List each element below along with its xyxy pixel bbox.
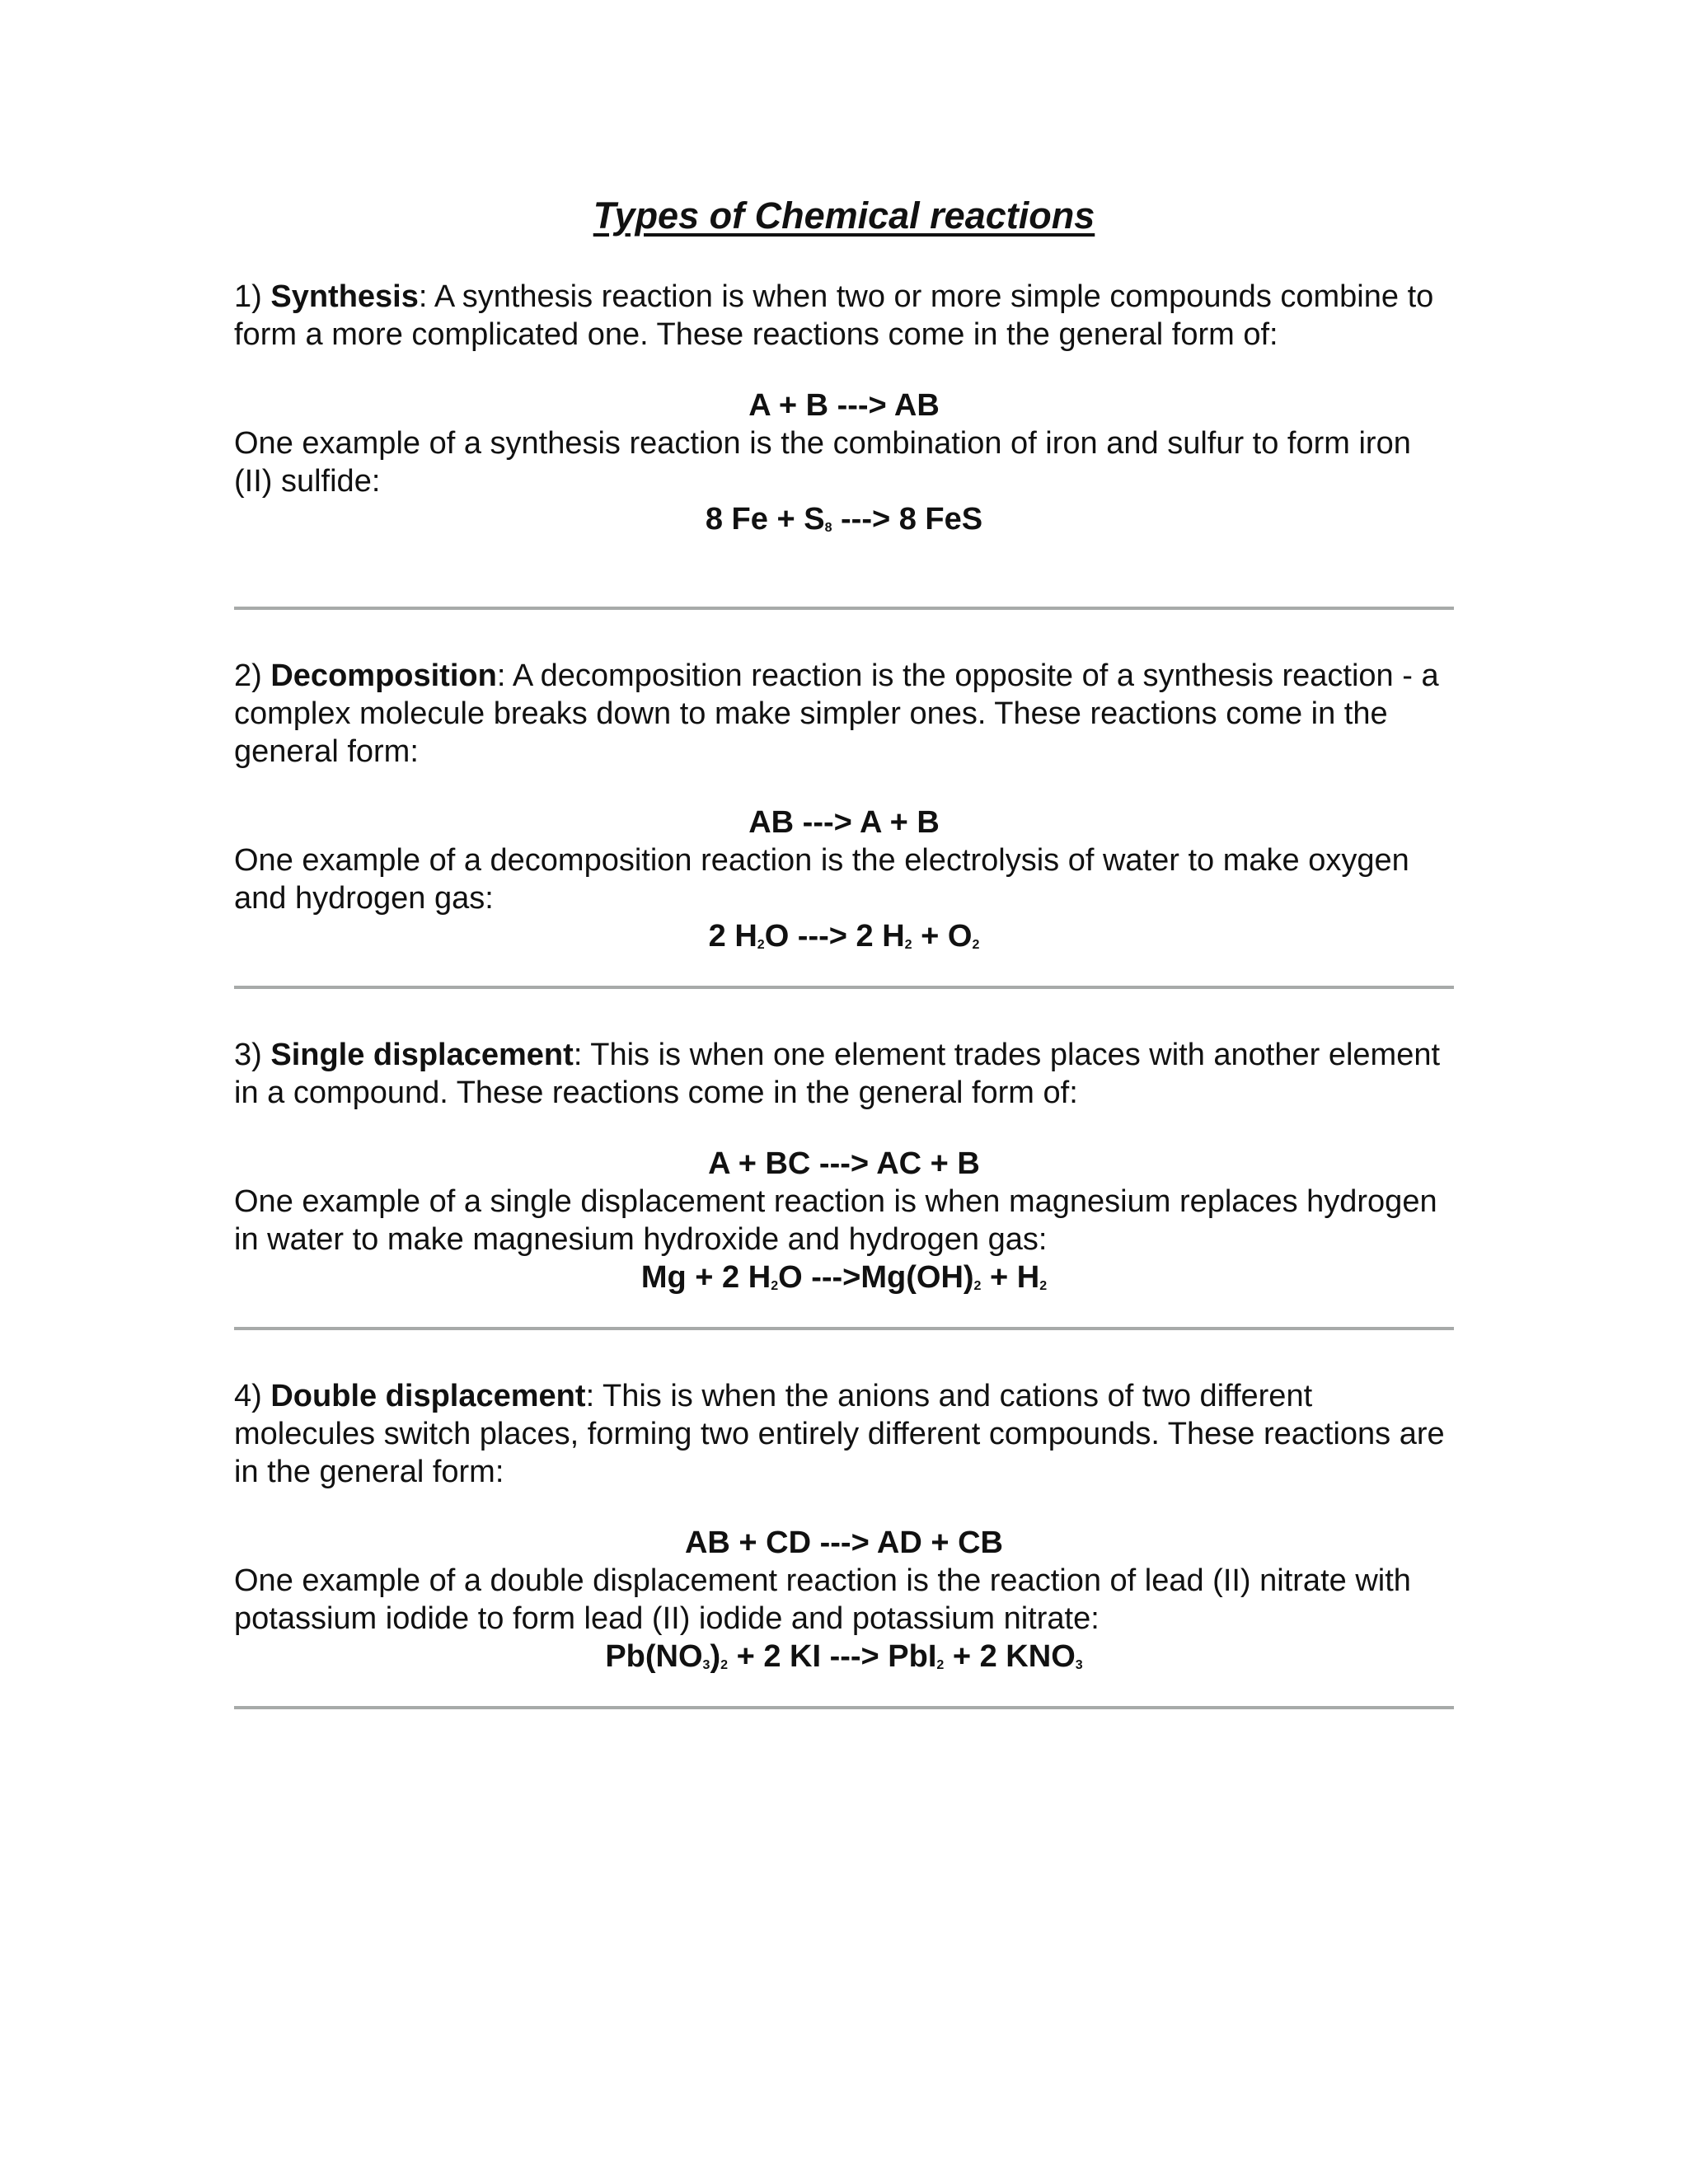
example-equation [234, 1638, 1454, 1675]
subscript: 2 [757, 938, 765, 952]
example-text: One example of a decomposition reaction is the electrolysis of water to make oxygen and hydrogen gas: [234, 843, 1409, 916]
equation-text: Pb(NO [605, 1639, 703, 1674]
section-definition-text: : This is when the anions and cations of two different molecules switch places, forming two entirely different compounds. These reactions are in the general form: [234, 1379, 1445, 1489]
section-term: Double displacement [270, 1379, 586, 1413]
equation-text: + 2 KI ---> PbI [728, 1639, 937, 1674]
example-text: One example of a double displacement reaction is the reaction of lead (II) nitrate with potassium iodide to form lead (II) iodide and potassium nitrate: [234, 1563, 1411, 1636]
section-number: 4) [234, 1379, 262, 1413]
section-double-displacement [234, 1377, 1454, 1675]
section-number: 2) [234, 658, 262, 693]
subscript: 2 [936, 1658, 945, 1672]
section-term: Decomposition [270, 658, 497, 693]
subscript: 2 [1039, 1279, 1048, 1293]
section-synthesis [234, 278, 1454, 538]
section-definition [234, 1377, 1454, 1491]
section-term: Single displacement [270, 1038, 574, 1072]
section-divider [234, 1706, 1454, 1709]
subscript: 3 [1075, 1658, 1083, 1672]
subscript: 3 [702, 1658, 710, 1672]
equation-text: + O [912, 919, 973, 954]
subscript: 8 [824, 521, 832, 535]
equation-text: 2 H [708, 919, 757, 954]
equation-text: + H [981, 1260, 1040, 1295]
subscript: 2 [720, 1658, 729, 1672]
section-term: Synthesis [270, 279, 419, 314]
subscript: 2 [904, 938, 912, 952]
page-title: Types of Chemical reactions [593, 194, 1095, 237]
example-equation [234, 917, 1454, 955]
equation-text: 8 Fe + S [705, 502, 825, 537]
section-divider [234, 986, 1454, 989]
equation-text: O ---> 2 H [764, 919, 905, 954]
example-equation [234, 1258, 1454, 1296]
section-definition [234, 278, 1454, 354]
section-single-displacement [234, 1036, 1454, 1296]
section-definition-text: : This is when one element trades places with another element in a compound. These reactions come in the general form of: [234, 1038, 1441, 1110]
equation-text: + 2 KNO [944, 1639, 1076, 1674]
general-form-equation: AB + CD ---> AD + CB [684, 1526, 1003, 1560]
example-text: One example of a synthesis reaction is the combination of iron and sulfur to form iron (II) sulfide: [234, 426, 1411, 499]
equation-text: ) [710, 1639, 721, 1674]
section-divider [234, 1327, 1454, 1330]
general-form-equation: AB ---> A + B [748, 805, 940, 840]
subscript: 2 [771, 1279, 779, 1293]
equation-text: Mg + 2 H [640, 1260, 771, 1295]
example-text: One example of a single displacement reaction is when magnesium replaces hydrogen in water to make magnesium hydroxide and hydrogen gas: [234, 1184, 1437, 1257]
section-number: 1) [234, 279, 262, 314]
section-definition [234, 1036, 1454, 1112]
general-form-equation: A + B ---> AB [748, 388, 940, 423]
general-form-equation: A + BC ---> AC + B [708, 1146, 980, 1181]
section-decomposition [234, 657, 1454, 955]
section-definition-text: : A synthesis reaction is when two or more simple compounds combine to form a more complicated one. These reactions come in the general form of: [234, 279, 1434, 352]
section-number: 3) [234, 1038, 262, 1072]
equation-text: O --->Mg(OH) [778, 1260, 974, 1295]
example-equation [234, 500, 1454, 538]
section-divider [234, 607, 1454, 610]
section-definition [234, 657, 1454, 771]
section-definition-text: : A decomposition reaction is the opposite of a synthesis reaction - a complex molecule breaks down to make simpler ones. These reactions come in the general form: [234, 658, 1439, 769]
subscript: 2 [973, 1279, 982, 1293]
equation-text: ---> 8 FeS [832, 502, 983, 537]
subscript: 2 [972, 938, 980, 952]
